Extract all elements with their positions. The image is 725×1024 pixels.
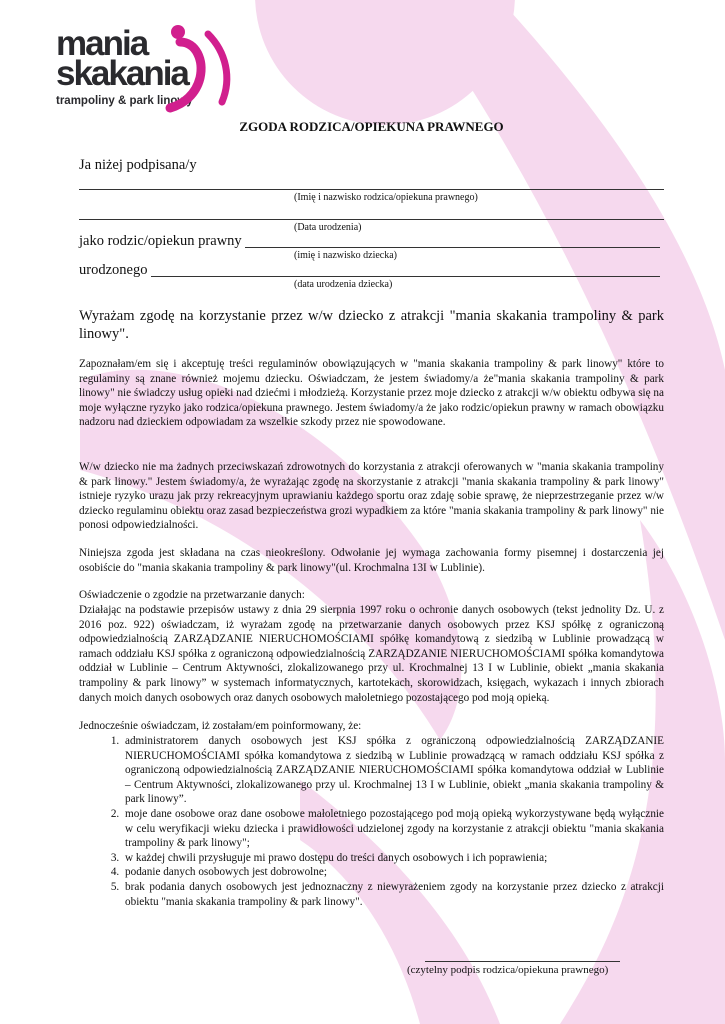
birth-date-caption: (Data urodzenia) [294,222,362,233]
parent-name-line[interactable] [79,189,664,190]
information-list [79,734,664,909]
list-item: 2. moje dane osobowe oraz dane osobowe małoletniego pozostającego pod moją opieką wykorzystywane będą wyłącznie w celu weryfikacji wieku dziecka i prawidłowości udzielonej zgody na korzystanie z atrakcji obiektu "mania skakania trampoliny & park linowy"; [122,807,664,851]
list-item: 1. administratorem danych osobowych jest KSJ spółka z ograniczoną odpowiedzialnością ZARZĄDZANIE NIERUCHOMOŚCIAMI spółka komandytowa z siedzibą w Lublinie prowadzącą w ramach oddziału KSJ spółka z ograniczoną odpowiedzialnością ZARZĄDZANIE NIERUCHOMOŚCIAMI spółka komandytowa oddział w Lublinie – Centrum Aktywności, zlokalizowanego przy ul. Krochmalnej 13 I w Lublinie, obiekt „mania skakania trampoliny & park linowy”. [122,734,664,807]
logo-word-skakania: skakania [56,54,188,93]
health-paragraph: W/w dziecko nie ma żadnych przeciwskazań zdrowotnych do korzystania z atrakcji oferowanych w "mania skakania trampoliny & park linowy." Jestem świadomy/a, że wyrażając zgodę na skorzystanie z atrakcji "mania skakania trampoliny & park linowy" istnieje ryzyko urazu jak przy rekreacyjnym uprawianiu każdego sportu oraz zdaję sobie sprawę, że nieprzestrzeganie przez w/w dziecko regulaminu obiektu oraz zasad bezpieczeństwa grozi wypadkiem za które "mania skakania trampoliny & park linowy" nie ponosi odpowiedzialności. [79,461,664,532]
child-name-line[interactable] [245,247,660,248]
rules-paragraph: Zapoznałam/em się i akceptuję treści regulaminów obowiązujących w "mania skakania trampoliny & park linowy" które to regulaminy są znane również mojemu dziecku. Oświadczam, że jestem świadomy/a że"mania skakania trampoliny & park linowy" nie świadczy usług opieki nad dziećmi i młodzieżą. Korzystanie przez moje dziecko z atrakcji w/w obiektu odbywa się na moje wyłączne ryzyko jako rodzica/opiekuna prawnego. Jestem świadomy/a że jako rodzic/opiekun prawny w ramach obowiązku nadzoru nad dzieckiem odpowiadam za wszelkie szkody przez nie spowodowane. [79,358,664,429]
signature-line[interactable] [425,961,620,962]
child-birth-caption: (data urodzenia dziecka) [294,279,393,290]
informed-statement: Jednocześnie oświadczam, iż zostałam/em poinformowany, że: [79,720,362,732]
list-item: 5. brak podania danych osobowych jest jednoznaczny z niewyrażeniem zgody na korzystanie przez dziecko z atrakcji obiektu "mania skakania trampoliny & park linowy". [122,880,664,909]
data-consent-paragraph: Działając na podstawie przepisów ustawy z dnia 29 sierpnia 1997 roku o ochronie danych osobowych (tekst jednolity Dz. U. z 2016 poz. 922) oświadczam, iż wyrażam zgodę na przetwarzanie danych osobowych przez KSJ spółkę z ograniczoną odpowiedzialnością ZARZĄDZANIE NIERUCHOMOŚCIAMI spółkę komandytową z siedzibą w Lublinie prowadzącą w ramach oddziału KSJ spółka z ograniczoną odpowiedzialnością ZARZĄDZANIE NIERUCHOMOŚCIAMI spółka komandytowa oddział w Lublinie – Centrum Aktywności, zlokalizowanego przy ul. Krochmalnej 13 I w Lublinie, obiekt „mania skakania trampoliny & park linowy” w systemach informatycznych, kartotekach, skorowidzach, księgach, wykazach i innych zbiorach danych moich danych osobowych oraz danych osobowych małoletniego pozostającego pod moją opieką. [79,604,664,704]
birth-date-line[interactable] [79,219,664,220]
logo-word-mania: mania [56,24,148,63]
consent-statement: Wyrażam zgodę na korzystanie przez w/w dziecko z atrakcji "mania skakania trampoliny & park linowy". [79,308,664,342]
signature-caption: (czytelny podpis rodzica/opiekuna prawnego) [407,964,609,976]
signer-label: Ja niżej podpisana/y [79,157,197,173]
brand-logo [42,20,242,120]
child-birth-line[interactable] [151,276,660,277]
born-label: urodzonego [79,262,148,278]
jumping-figure-icon [160,20,240,120]
child-name-caption: (imię i nazwisko dziecka) [294,250,398,261]
logo-tagline: trampoliny & park linowy [56,95,193,107]
guardian-label: jako rodzic/opiekun prawny [79,233,242,249]
parent-name-caption: (Imię i nazwisko rodzica/opiekuna prawnego) [294,192,478,203]
list-item: 4. podanie danych osobowych jest dobrowolne; [122,865,664,880]
data-consent-heading: Oświadczenie o zgodzie na przetwarzanie danych: [79,589,305,601]
validity-paragraph: Niniejsza zgoda jest składana na czas nieokreślony. Odwołanie jej wymaga zachowania formy pisemnej i dostarczenia jej osobiście do "mania skakania trampoliny & park linowy"(ul. Krochmalna 13I w Lublinie). [79,547,664,574]
document-title: ZGODA RODZICA/OPIEKUNA PRAWNEGO [239,119,504,134]
list-item: 3. w każdej chwili przysługuje mi prawo dostępu do treści danych osobowych i ich poprawienia; [122,851,664,866]
